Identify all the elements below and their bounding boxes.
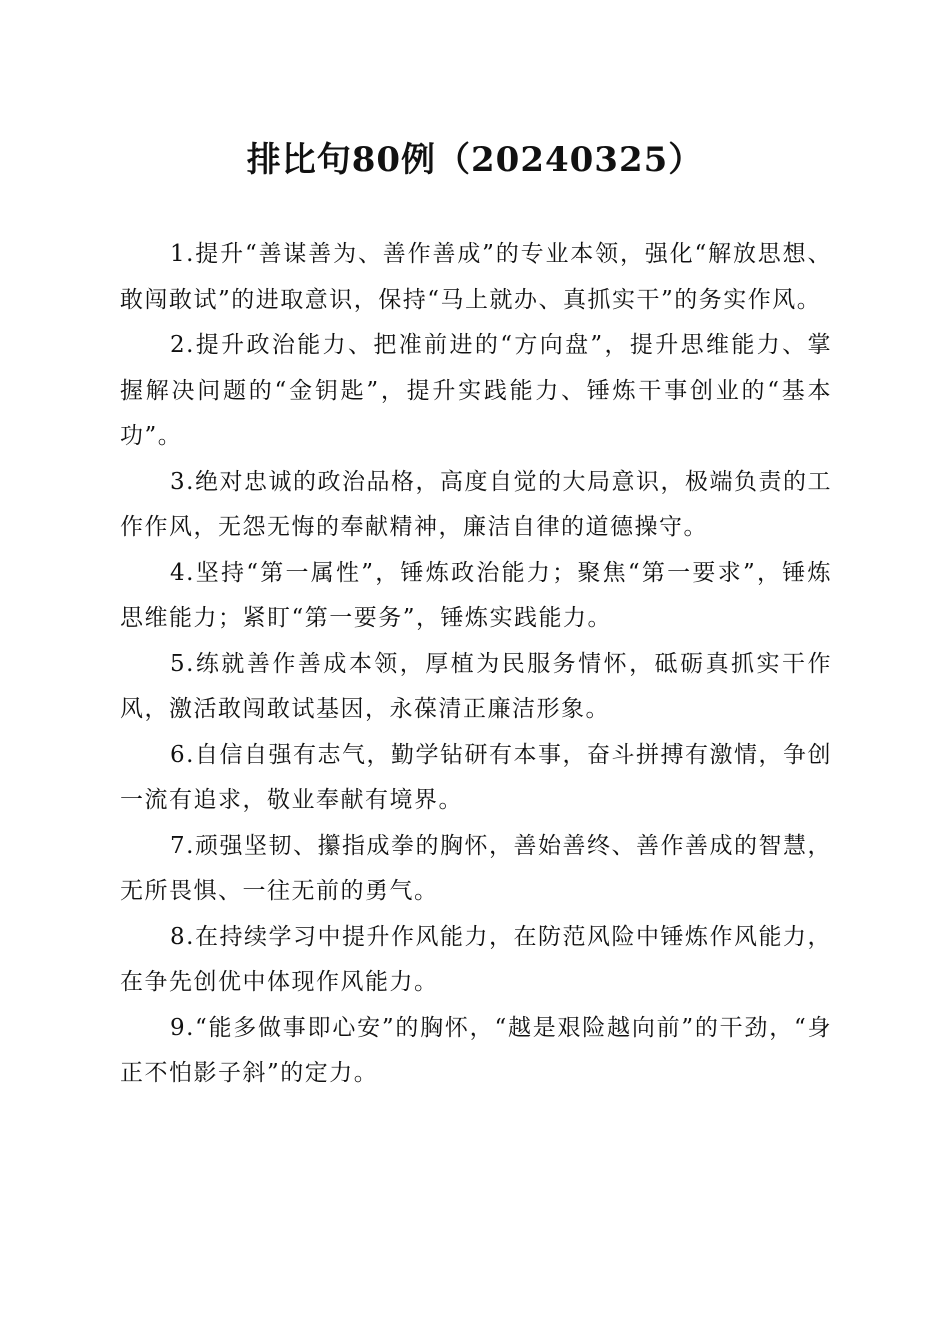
paragraph-7: 7.顽强坚韧、攥指成拳的胸怀，善始善终、善作善成的智慧，无所畏惧、一往无前的勇气。 bbox=[120, 832, 832, 904]
paragraph-6: 6.自信自强有志气，勤学钻研有本事，奋斗拼搏有激情，争创一流有追求，敬业奉献有境界。 bbox=[120, 741, 832, 813]
paragraph-9: 9.“能多做事即心安”的胸怀，“越是艰险越向前”的干劲，“身正不怕影子斜”的定力。 bbox=[120, 1014, 832, 1086]
page-title: 排比句80例（20240325） bbox=[246, 140, 704, 180]
paragraph-4: 4.坚持“第一属性”，锤炼政治能力；聚焦“第一要求”，锤炼思维能力；紧盯“第一要务”，锤炼实践能力。 bbox=[120, 559, 832, 631]
paragraph-8: 8.在持续学习中提升作风能力，在防范风险中锤炼作风能力，在争先创优中体现作风能力。 bbox=[120, 923, 832, 995]
document-body bbox=[120, 232, 832, 1097]
paragraph-1: 1.提升“善谋善为、善作善成”的专业本领，强化“解放思想、敢闯敢试”的进取意识，保持“马上就办、真抓实干”的务实作风。 bbox=[120, 241, 832, 313]
paragraph-5: 5.练就善作善成本领，厚植为民服务情怀，砥砺真抓实干作风，激活敢闯敢试基因，永葆清正廉洁形象。 bbox=[120, 650, 832, 722]
paragraph-2: 2.提升政治能力、把准前进的“方向盘”，提升思维能力、掌握解决问题的“金钥匙”，提升实践能力、锤炼干事创业的“基本功”。 bbox=[120, 332, 832, 449]
paragraph-3: 3.绝对忠诚的政治品格，高度自觉的大局意识，极端负责的工作作风，无怨无悔的奉献精神，廉洁自律的道德操守。 bbox=[120, 468, 832, 540]
